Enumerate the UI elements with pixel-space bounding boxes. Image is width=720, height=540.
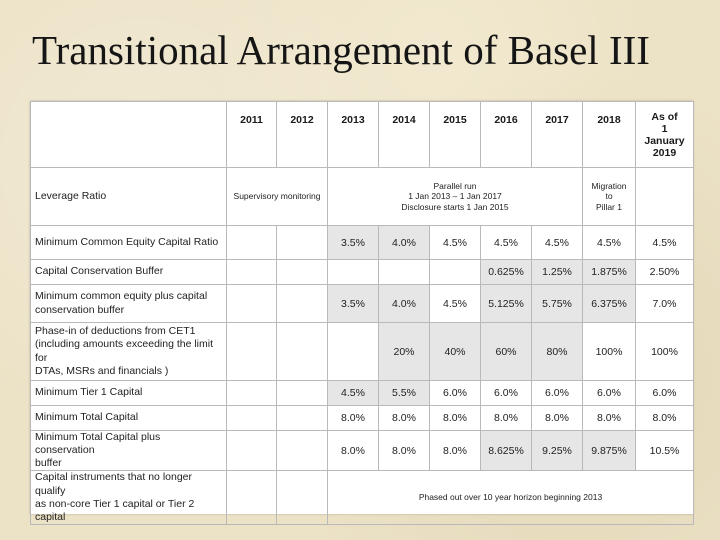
disclosure-note: Disclosure starts 1 Jan 2015	[401, 201, 509, 212]
row-label: Minimum Common Equity Capital Ratio	[31, 226, 227, 260]
row-label	[31, 285, 227, 323]
parallel-run-dates: 1 Jan 2013 – 1 Jan 2017	[408, 191, 502, 202]
phase-out-note: Phased out over 10 year horizon beginning 2013	[328, 471, 694, 525]
header-blank	[31, 102, 227, 168]
row-label	[31, 431, 227, 471]
header-year-2013: 2013	[328, 102, 379, 168]
header-year-2019	[636, 102, 694, 168]
cell-empty	[277, 260, 328, 285]
cell-2014: 5.5%	[379, 381, 430, 406]
header-2019: 2019	[652, 147, 677, 160]
cell-empty	[379, 260, 430, 285]
supervisory-monitoring-note: Supervisory monitoring	[227, 168, 328, 226]
row-capital-instruments	[31, 471, 694, 525]
cell-empty	[277, 323, 328, 381]
cell-2013: 3.5%	[328, 226, 379, 260]
cell-2018: 6.375%	[583, 285, 636, 323]
cell-empty	[277, 431, 328, 471]
cell-2015: 8.0%	[430, 406, 481, 431]
cell-2015: 40%	[430, 323, 481, 381]
slide-title: Transitional Arrangement of Basel III	[32, 27, 650, 73]
cell-2017: 1.25%	[532, 260, 583, 285]
cell-2016: 8.0%	[481, 406, 532, 431]
row-label: Minimum Tier 1 Capital	[31, 381, 227, 406]
header-as-of: As of	[651, 111, 678, 123]
migration-note	[583, 168, 636, 226]
cell-empty	[227, 471, 277, 525]
basel-table-panel	[30, 101, 693, 523]
header-year-2012: 2012	[277, 102, 328, 168]
cell-2017: 6.0%	[532, 381, 583, 406]
row-label	[31, 323, 227, 381]
cell-2019: 2.50%	[636, 260, 694, 285]
header-year-2016: 2016	[481, 102, 532, 168]
row-min-common-equity	[31, 226, 694, 260]
cell-2019: 4.5%	[636, 226, 694, 260]
row-label: Minimum Total Capital	[31, 406, 227, 431]
header-year-2014: 2014	[379, 102, 430, 168]
cell-2016: 4.5%	[481, 226, 532, 260]
cell-2017: 80%	[532, 323, 583, 381]
row-label-line-1: Phase-in of deductions from CET1	[35, 325, 196, 338]
row-min-common-plus-buffer	[31, 285, 694, 323]
row-min-total-capital	[31, 406, 694, 431]
cell-2018: 100%	[583, 323, 636, 381]
cell-empty	[227, 431, 277, 471]
cell-empty	[277, 226, 328, 260]
cell-2016: 60%	[481, 323, 532, 381]
row-min-tier1	[31, 381, 694, 406]
cell-2015: 4.5%	[430, 285, 481, 323]
cell-2017: 4.5%	[532, 226, 583, 260]
cell-empty	[227, 226, 277, 260]
row-label-line-2: conservation buffer	[35, 303, 125, 316]
cell-2015: 4.5%	[430, 226, 481, 260]
cell-2013: 4.5%	[328, 381, 379, 406]
cell-2018: 4.5%	[583, 226, 636, 260]
header-year-2017: 2017	[532, 102, 583, 168]
row-min-total-plus-buffer	[31, 431, 694, 471]
cell-2018: 9.875%	[583, 431, 636, 471]
cell-empty	[277, 381, 328, 406]
cell-2018: 8.0%	[583, 406, 636, 431]
cell-empty	[227, 406, 277, 431]
row-label-line-1: Minimum Total Capital plus conservation	[35, 431, 161, 457]
cell-empty	[277, 406, 328, 431]
row-label-line-1: Capital instruments that no longer qualify	[35, 471, 193, 497]
cell-2018: 6.0%	[583, 381, 636, 406]
cell-2016: 5.125%	[481, 285, 532, 323]
row-leverage-ratio	[31, 168, 694, 226]
cell-2014: 4.0%	[379, 226, 430, 260]
cell-empty	[277, 471, 328, 525]
row-label	[31, 471, 227, 525]
basel-iii-table	[30, 101, 694, 525]
cell-2014: 4.0%	[379, 285, 430, 323]
cell-2019: 100%	[636, 323, 694, 381]
cell-2013: 3.5%	[328, 285, 379, 323]
cell-2014: 20%	[379, 323, 430, 381]
header-year-2015: 2015	[430, 102, 481, 168]
cell-2015: 8.0%	[430, 431, 481, 471]
cell-2014: 8.0%	[379, 406, 430, 431]
cell-empty	[328, 260, 379, 285]
row-label: Leverage Ratio	[31, 168, 227, 226]
cell-2016: 8.625%	[481, 431, 532, 471]
row-phase-in-deductions	[31, 323, 694, 381]
cell-empty	[636, 168, 694, 226]
cell-empty	[227, 260, 277, 285]
cell-2019: 10.5%	[636, 431, 694, 471]
cell-2019: 8.0%	[636, 406, 694, 431]
row-label-line-2: buffer	[35, 457, 62, 470]
cell-2017: 8.0%	[532, 406, 583, 431]
cell-2016: 0.625%	[481, 260, 532, 285]
parallel-run-note	[328, 168, 583, 226]
cell-2019: 6.0%	[636, 381, 694, 406]
cell-2018: 1.875%	[583, 260, 636, 285]
cell-empty	[227, 381, 277, 406]
row-label-line-2: (including amounts exceeding the limit for	[35, 338, 214, 364]
cell-2017: 5.75%	[532, 285, 583, 323]
cell-2016: 6.0%	[481, 381, 532, 406]
cell-empty	[328, 323, 379, 381]
cell-2014: 8.0%	[379, 431, 430, 471]
migration-line-2: Pillar 1	[596, 201, 622, 212]
row-label: Capital Conservation Buffer	[31, 260, 227, 285]
cell-2019: 7.0%	[636, 285, 694, 323]
row-label-line-2: as non-core Tier 1 capital or Tier 2 capital	[35, 497, 195, 523]
header-year-2011: 2011	[227, 102, 277, 168]
cell-2013: 8.0%	[328, 431, 379, 471]
cell-2017: 9.25%	[532, 431, 583, 471]
cell-2015: 6.0%	[430, 381, 481, 406]
row-label-line-3: DTAs, MSRs and financials )	[35, 364, 169, 377]
header-year-2018: 2018	[583, 102, 636, 168]
cell-empty	[227, 285, 277, 323]
cell-2013: 8.0%	[328, 406, 379, 431]
row-label-line-1: Minimum common equity plus capital	[35, 290, 208, 303]
migration-line-1: Migration to	[591, 180, 627, 202]
header-1-january: 1 January	[644, 123, 685, 148]
header-row	[31, 102, 694, 168]
cell-empty	[227, 323, 277, 381]
row-conservation-buffer	[31, 260, 694, 285]
cell-empty	[277, 285, 328, 323]
cell-empty	[430, 260, 481, 285]
parallel-run-line: Parallel run	[433, 180, 477, 191]
